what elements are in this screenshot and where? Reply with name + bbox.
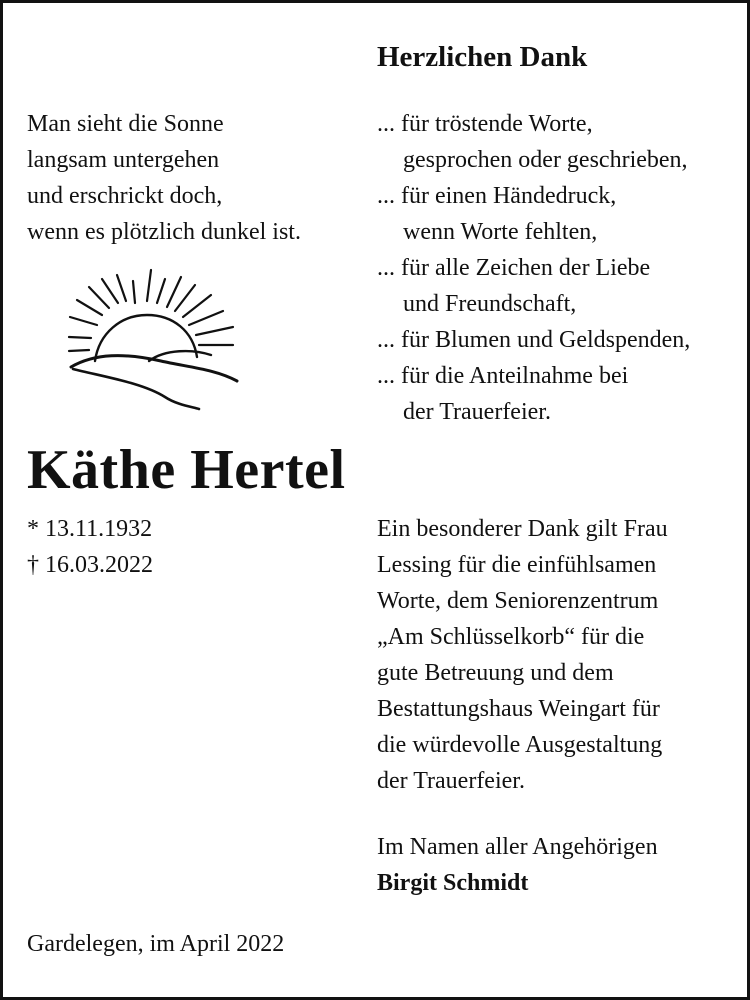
sunset-over-hills-icon bbox=[65, 265, 240, 415]
special-thanks-line: der Trauerfeier. bbox=[377, 768, 525, 794]
thanks-line: ... für alle Zeichen der Liebe bbox=[377, 255, 651, 281]
special-thanks-line: Bestattungshaus Weingart für bbox=[377, 696, 660, 722]
thanks-line: ... für einen Händedruck, bbox=[377, 183, 617, 209]
signature-name: Birgit Schmidt bbox=[377, 870, 529, 896]
deceased-name: Käthe Hertel bbox=[27, 439, 346, 501]
special-thanks-line: Ein besonderer Dank gilt Frau bbox=[377, 516, 668, 542]
thanks-line: der Trauerfeier. bbox=[403, 399, 551, 425]
thanks-line: ... für tröstende Worte, bbox=[377, 111, 593, 137]
special-thanks-line: Worte, dem Seniorenzentrum bbox=[377, 588, 659, 614]
thanks-line: ... für die Anteilnahme bei bbox=[377, 363, 629, 389]
thanks-title: Herzlichen Dank bbox=[377, 41, 588, 73]
special-thanks bbox=[377, 511, 668, 799]
poem-line: langsam untergehen bbox=[27, 147, 220, 173]
poem-line: wenn es plötzlich dunkel ist. bbox=[27, 219, 301, 245]
thanks-line: wenn Worte fehlten, bbox=[403, 219, 598, 245]
thanks-line: und Freundschaft, bbox=[403, 291, 577, 317]
thanks-line: ... für Blumen und Geldspenden, bbox=[377, 327, 691, 353]
poem-line: und erschrickt doch, bbox=[27, 183, 223, 209]
poem bbox=[27, 106, 301, 250]
special-thanks-line: die würdevolle Ausgestaltung bbox=[377, 732, 663, 758]
death-date: † 16.03.2022 bbox=[27, 552, 153, 578]
thanks-list bbox=[377, 106, 690, 430]
birth-date: * 13.11.1932 bbox=[27, 516, 153, 542]
special-thanks-line: Lessing für die einfühlsamen bbox=[377, 552, 657, 578]
special-thanks-line: gute Betreuung und dem bbox=[377, 660, 614, 686]
thanks-line: gesprochen oder geschrieben, bbox=[403, 147, 688, 173]
signature bbox=[377, 829, 658, 901]
place-date: Gardelegen, im April 2022 bbox=[27, 931, 285, 957]
signature-intro: Im Namen aller Angehörigen bbox=[377, 834, 658, 860]
poem-line: Man sieht die Sonne bbox=[27, 111, 224, 137]
special-thanks-line: „Am Schlüsselkorb“ für die bbox=[377, 624, 645, 650]
life-dates bbox=[27, 511, 153, 583]
